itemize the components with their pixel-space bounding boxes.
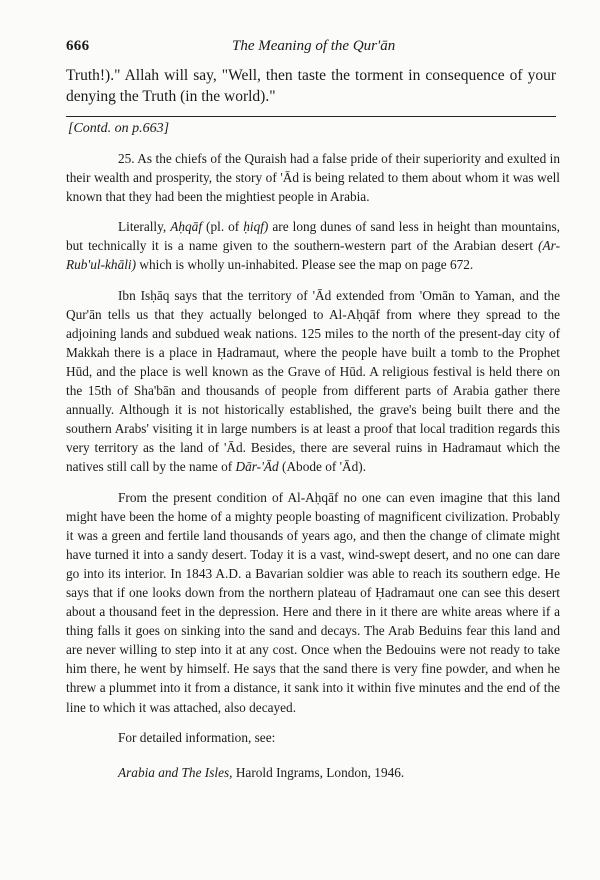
verse-continuation: Truth!)." Allah will say, "Well, then taste the torment in consequence of your denying the Truth (in the world).": [66, 67, 556, 105]
text-fragment: Ibn Isḥāq says that the territory of 'Ād extended from 'Omān to Yaman, and the Qur'ān tells us that they actually belonged to Al-Aḥqāf from where they spread to the adjoining lands and subdued weak nations. 125 miles to the north of the present-day city of Makkah there is a place in Ḥadramaut, where the people have built a tomb to the Prophet Hūd, and the place is well known as the Grave of Hūd. A religious festival is held there on the 15th of Sha'bān and thousands of people from different parts of Arabia gather there annually. Although it is not historically established, the grave's being built there and the southern Arabs' visiting it in large numbers is at least a proof that local tradition regards this very territory as the land of 'Ād. Besides, there are several ruins in Hadramaut which the natives still call by the name of: [66, 287, 560, 475]
reference-citation: [66, 763, 560, 782]
paragraph-ibn-ishaq: [66, 286, 560, 477]
term-dar-ad: Dār-'Ād: [235, 459, 279, 475]
text-fragment: Literally,: [118, 219, 167, 235]
text-fragment: which is wholly un-inhabited. Please see the map on page 672.: [139, 257, 474, 273]
text-fragment: are long dunes of sand less in height than mountains, but technically it is a name given to the southern-western part of the Arabian desert: [66, 219, 560, 254]
term-ahqaf: Aḥqāf: [170, 219, 203, 235]
continued-note: [Contd. on p.663]: [68, 121, 170, 136]
reference-details: Harold Ingrams, London, 1946.: [235, 764, 405, 780]
running-title: The Meaning of the Qur'ān: [232, 38, 396, 54]
paragraph-note-25: 25. As the chiefs of the Quraish had a false pride of their superiority and exulted in their wealth and prosperity, the story of 'Ād is being related to them about whom it was well known that they had been the mightiest people in Arabia.: [66, 151, 560, 205]
page-number: 666: [66, 38, 90, 54]
reference-book-title: Arabia and The Isles,: [118, 764, 233, 780]
term-hiqf: ḥiqf): [243, 219, 269, 235]
reference-intro: For detailed information, see:: [118, 729, 276, 745]
term-empty-quarter: (Ar-Rub'ul-khāli): [66, 238, 560, 273]
paragraph-present-condition: From the present condition of Al-Aḥqāf no one can even imagine that this land might have been the home of a mighty people boasting of magnificent civilization. Probably it was a green and fertile land thousands of years ago, and then the change of climate might have turned it into a sandy desert. Today it is a vast, wind-swept desert, and no one can dare go into its interior. In 1843 A.D. a Bavarian soldier was able to reach its southern edge. He says that if one looks down from the northern plateau of Ḥadramaut one can see this desert about a thousand feet in the depression. Here and there in it there are white areas where if a thing falls it goes on sinking into the sand and decays. The Arab Beduins fear this land and are never willing to step into it at any cost. Once when the Bedouins were not ready to take him there, he went by himself. He says that the sand there is very fine powder, and when he threw a plummet into it from a distance, it sank into it within five minutes and the end of the line to which it was attached, also decayed.: [66, 489, 560, 715]
text-fragment: (Abode of 'Ād).: [282, 459, 367, 475]
commentary-body: [66, 149, 560, 782]
text-fragment: (pl. of: [206, 219, 240, 235]
paragraph-literally: [66, 217, 560, 274]
footnote-divider: [66, 116, 556, 117]
